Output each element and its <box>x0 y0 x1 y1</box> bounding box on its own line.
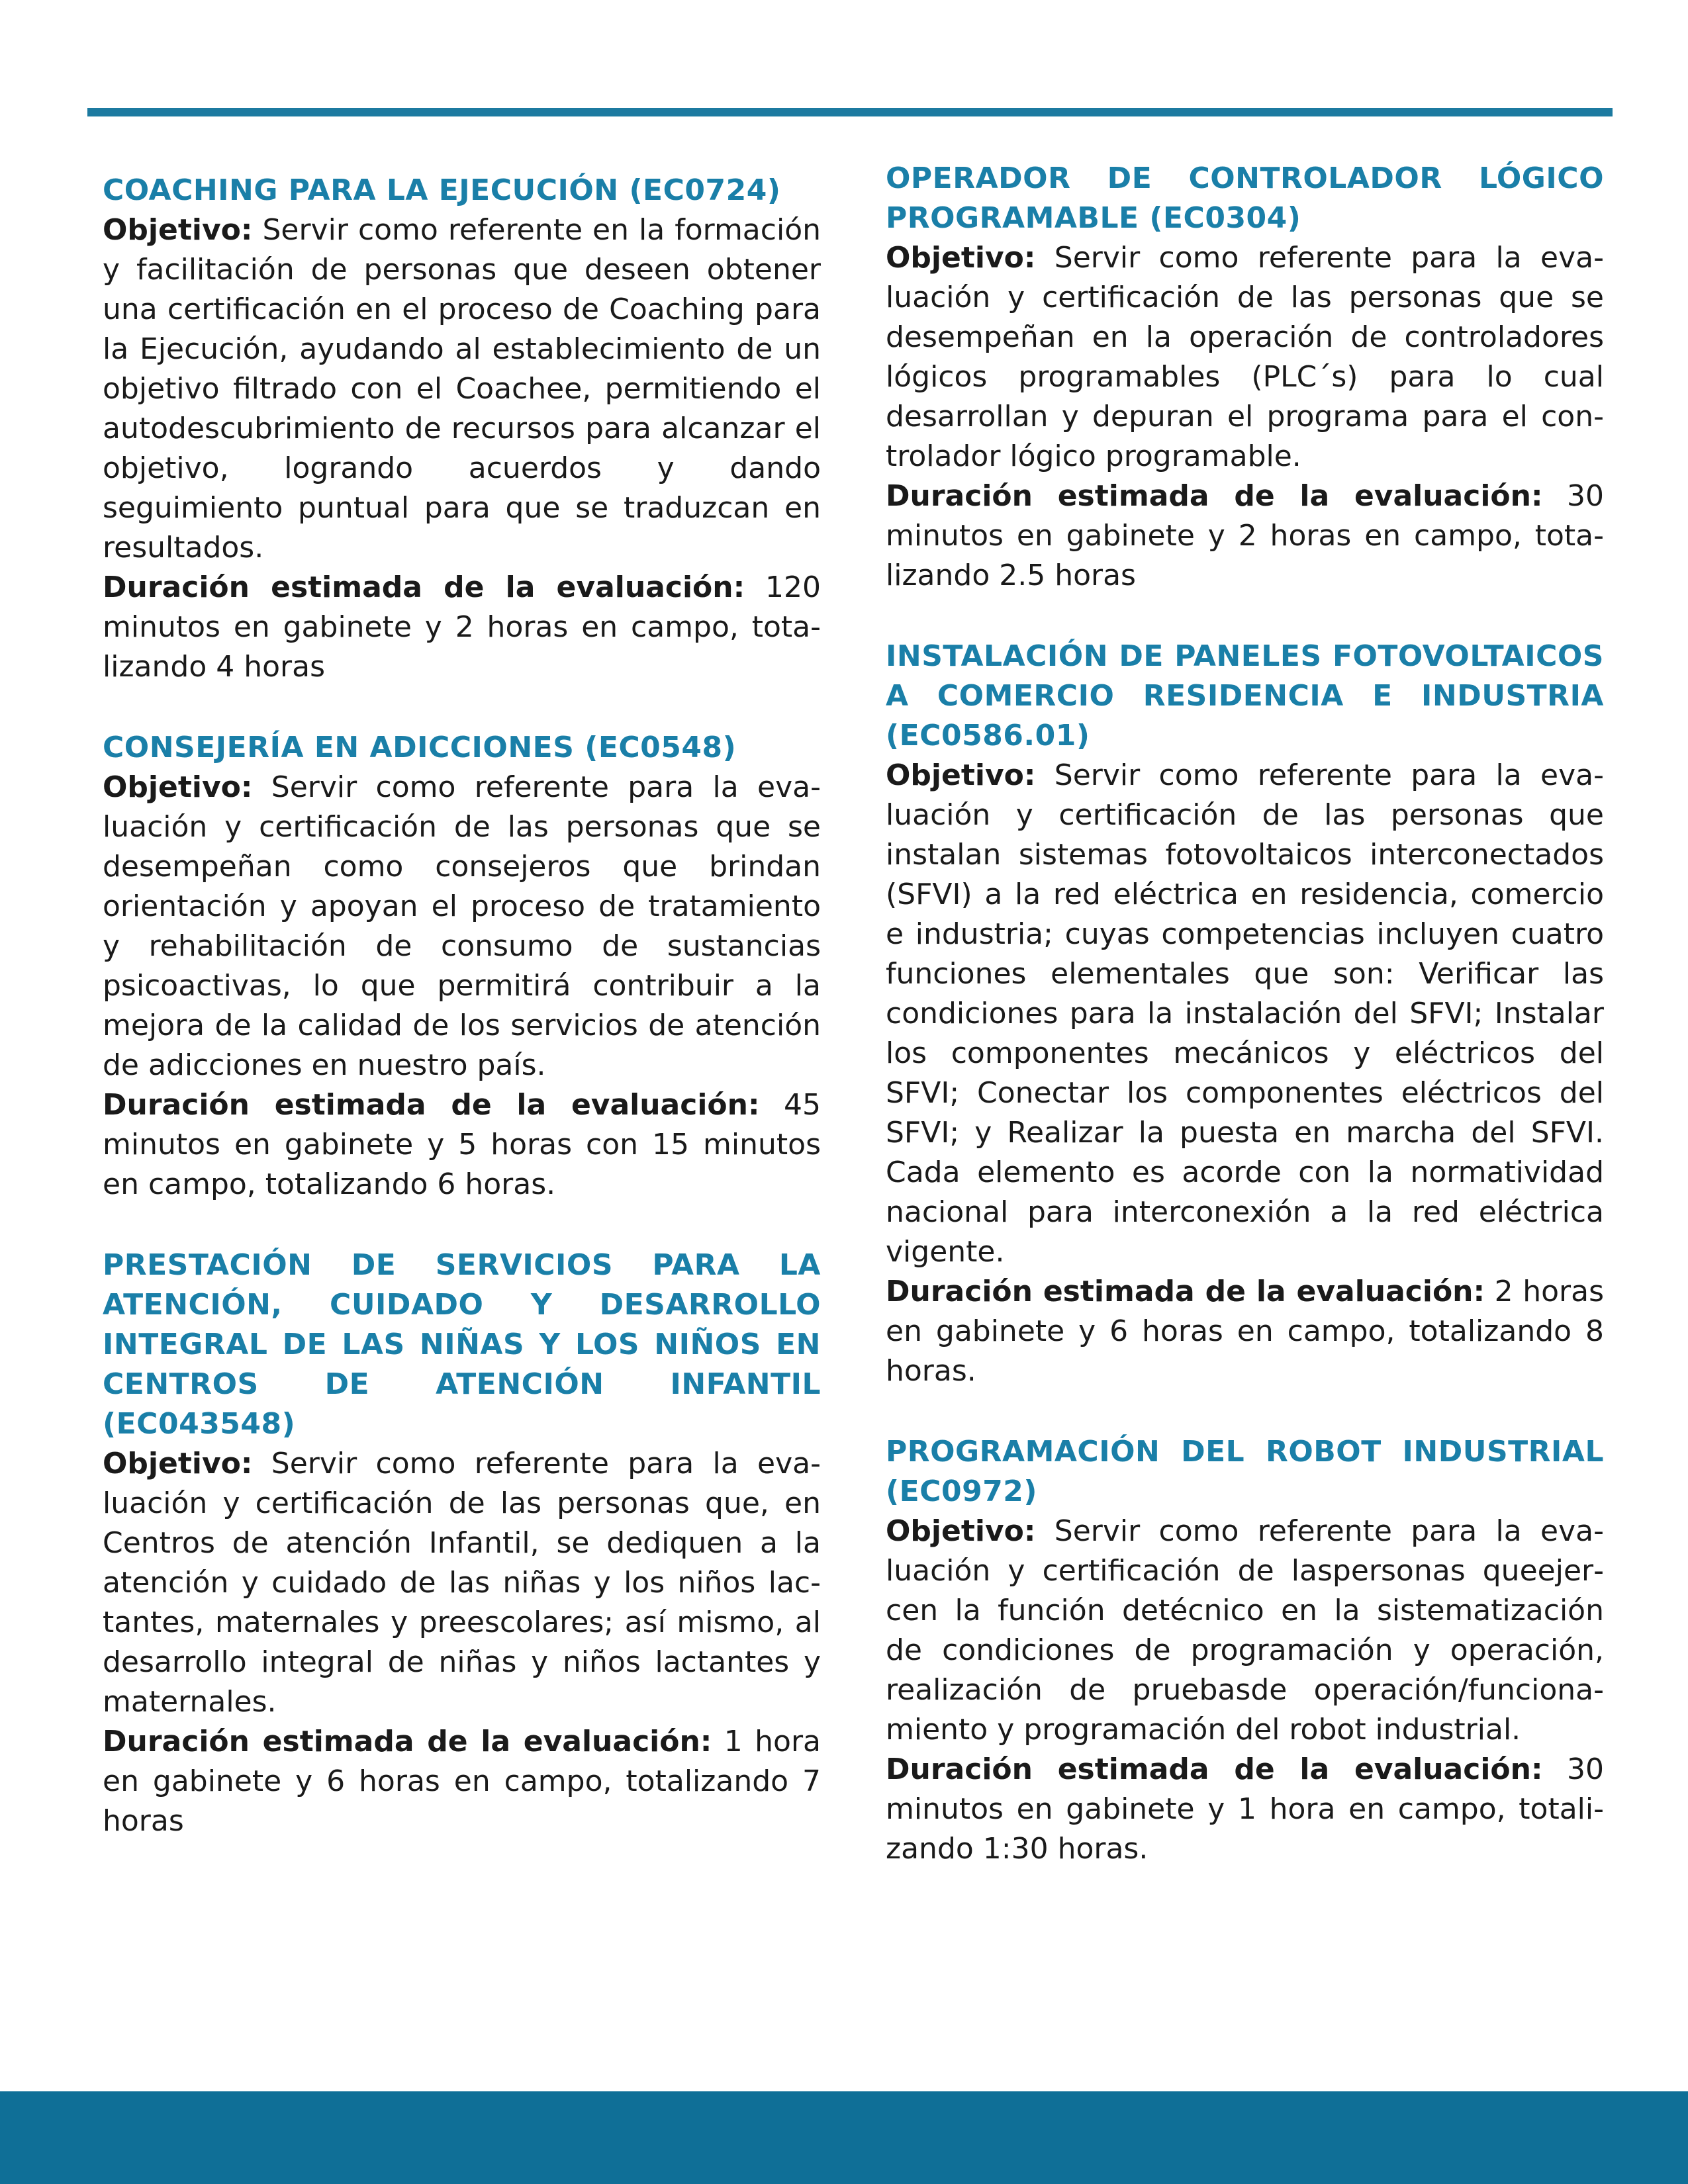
right-column <box>886 159 1604 1910</box>
objective-text: Servir como referente para la evaluación y certificación de las personas que se desempeñan como consejeros que brindan orientación y apoyan el proceso de tratamiento y rehabilitación de consumo de sustancias psicoactivas, lo que permitirá contribuir a la mejora de la calidad de los servicios de atención de adicciones en nuestro país. <box>103 770 821 1082</box>
entry-title: INSTALACIÓN DE PANELES FOTOVOLTAICOS A COMERCIO RESIDENCIA E INDUSTRIA (EC0586.01) <box>886 639 1604 752</box>
duration-text: 45 minutos en gabinete y 5 horas con 15 minutos en campo, totalizando 6 horas. <box>103 1088 821 1201</box>
certification-entry-adicciones <box>103 728 821 1205</box>
entry-objective <box>886 1512 1604 1750</box>
objective-text: Servir como referente para la evaluación y certificación de las personas que instalan sistemas fotovoltaicos interconectados (SFVI) a la red eléctrica en residencia, comercio e industria; cuyas competencias incluyen cuatro funciones elementales que son: Verificar las condiciones para la instalación del SFVI; Instalar los componentes mecánicos y eléctricos del SFVI; Conectar los componentes eléctricos del SFVI; y Realizar la puesta en marcha del SFVI. Cada elemento es acorde con la normatividad nacional para interconexión a la red eléctrica vigente. <box>886 758 1604 1269</box>
entry-duration <box>886 477 1604 596</box>
entry-title: COACHING PARA LA EJECUCIÓN (EC0724) <box>103 173 781 207</box>
objective-label: Objetivo: <box>103 770 253 804</box>
entry-duration <box>103 1085 821 1205</box>
footer-band <box>0 2091 1688 2184</box>
duration-label: Duración estimada de la evaluación: <box>886 1752 1543 1786</box>
entry-objective <box>103 210 821 568</box>
duration-label: Duración estimada de la evaluación: <box>103 1725 712 1758</box>
top-rule <box>87 108 1613 116</box>
objective-label: Objetivo: <box>103 1447 253 1480</box>
certification-entry-fotovoltaicos <box>886 637 1604 1391</box>
entry-title: PROGRAMACIÓN DEL ROBOT INDUSTRIAL (EC0972) <box>886 1435 1604 1508</box>
objective-label: Objetivo: <box>886 1514 1036 1548</box>
objective-label: Objetivo: <box>103 213 253 247</box>
objective-text: Servir como referente para la evaluación y certificación de laspersonas queejercen la función detécnico en la sistematización de condiciones de programación y operación, realización de pruebasde operación/funcionamiento y programación del robot industrial. <box>886 1514 1604 1747</box>
entry-title: PRESTACIÓN DE SERVICIOS PARA LA ATENCIÓN, CUIDADO Y DESARROLLO INTEGRAL DE LAS NIÑAS Y LOS NIÑOS EN CENTROS DE ATENCIÓN INFANTIL (EC043548) <box>103 1248 821 1441</box>
entry-objective <box>886 238 1604 477</box>
entry-duration <box>103 1722 821 1841</box>
entry-title: CONSEJERÍA EN ADICCIONES (EC0548) <box>103 731 737 764</box>
certification-entry-robot <box>886 1432 1604 1869</box>
entry-title: OPERADOR DE CONTROLADOR LÓGICO PROGRAMABLE (EC0304) <box>886 161 1604 235</box>
entry-duration <box>103 568 821 687</box>
duration-label: Duración estimada de la evaluación: <box>103 1088 760 1122</box>
objective-text: Servir como referente en la formación y facilitación de personas que deseen obtener una certificación en el proceso de Coaching para la Ejecución, ayudando al establecimiento de un objetivo filtrado con el Coachee, permitiendo el autodescubrimiento de recursos para alcanzar el objetivo, logrando acuerdos y dando seguimiento puntual para que se traduzcan en resultados. <box>103 213 821 565</box>
objective-label: Objetivo: <box>886 241 1036 275</box>
entry-duration <box>886 1750 1604 1869</box>
duration-label: Duración estimada de la evaluación: <box>886 479 1543 513</box>
duration-text: 120 minutos en gabinete y 2 horas en campo, totalizando 4 horas <box>103 570 821 684</box>
certification-entry-plc <box>886 159 1604 596</box>
duration-text: 2 horas en gabinete y 6 horas en campo, totalizando 8 horas. <box>886 1275 1605 1388</box>
certification-entry-atencion-infantil <box>103 1246 821 1841</box>
entry-objective <box>103 1444 821 1722</box>
entry-duration <box>886 1272 1604 1391</box>
objective-text: Servir como referente para la evaluación y certificación de las personas que se desempeñan en la operación de controladores lógicos programables (PLC´s) para lo cual desarrollan y depuran el programa para el controlador lógico programable. <box>886 241 1604 473</box>
certification-entry-coaching <box>103 171 821 687</box>
duration-text: 1 hora en gabinete y 6 horas en campo, totalizando 7 horas <box>103 1725 821 1838</box>
entry-objective <box>103 768 821 1085</box>
left-column <box>103 171 821 1882</box>
duration-label: Duración estimada de la evaluación: <box>103 570 745 604</box>
objective-text: Servir como referente para la evaluación y certificación de las personas que, en Centros de atención Infantil, se dediquen a la atención y cuidado de las niñas y los niños lactantes, maternales y preescolares; así mismo, al desarrollo integral de niñas y niños lactantes y maternales. <box>103 1447 821 1719</box>
duration-text: 30 minutos en gabinete y 2 horas en campo, totalizando 2.5 horas <box>886 479 1604 592</box>
objective-label: Objetivo: <box>886 758 1036 792</box>
entry-objective <box>886 756 1604 1272</box>
duration-label: Duración estimada de la evaluación: <box>886 1275 1485 1308</box>
duration-text: 30 minutos en gabinete y 1 hora en campo, totalizando 1:30 horas. <box>886 1752 1604 1866</box>
